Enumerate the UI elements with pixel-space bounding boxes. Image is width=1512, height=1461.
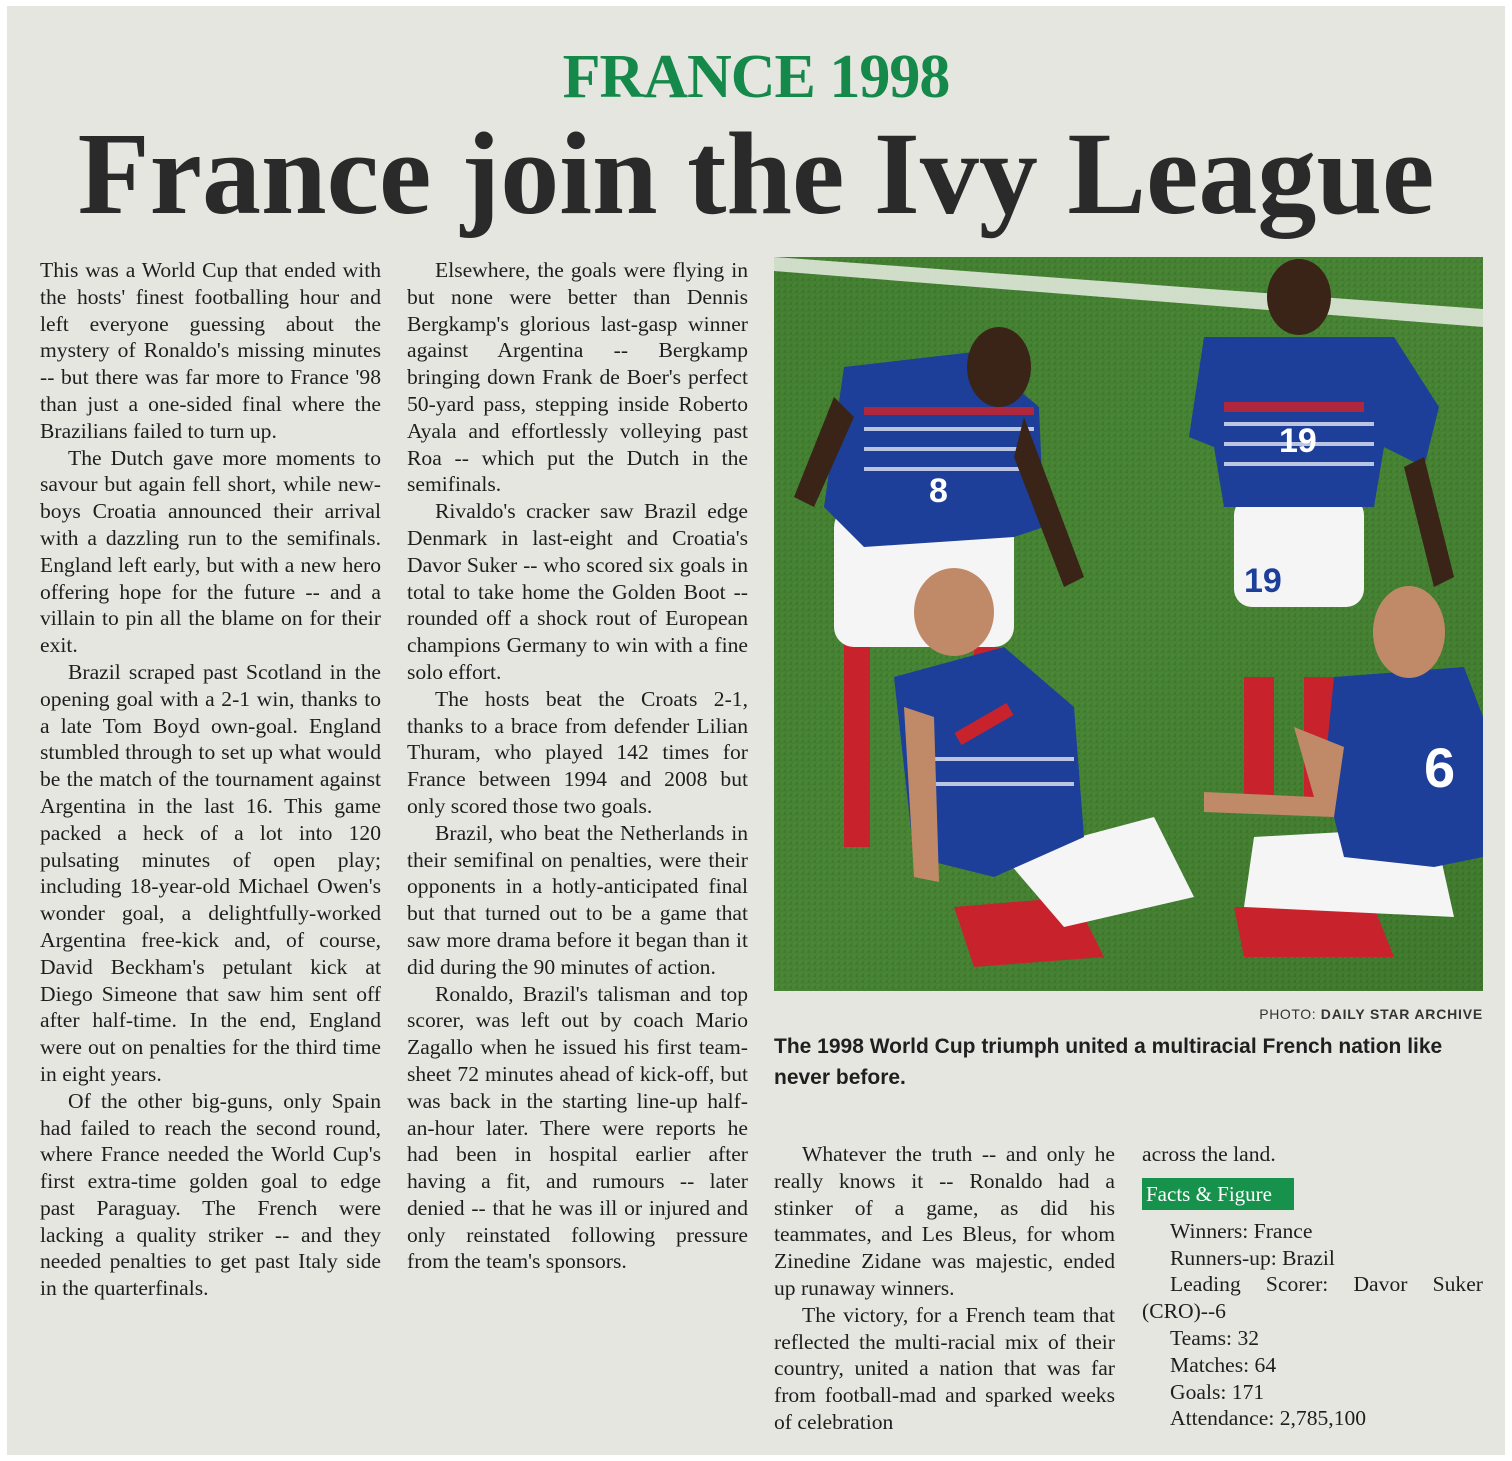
- paragraph: Brazil, who beat the Netherlands in their semifinal on penalties, were their opponents in a hotly-anticipated final but that turned out to be a game that saw more drama before it began than it did during the 90 minutes of action.: [407, 820, 748, 979]
- fact-item: Leading Scorer: Davor Suker (CRO)--6: [1142, 1272, 1483, 1324]
- paragraph: Elsewhere, the goals were flying in but none were better than Dennis Bergkamp's glorious last-gasp winner against Argentina -- Bergkamp bringing down Frank de Boer's perfect 50-yard pass, stepping inside Roberto Ayala and effortlessly volleying past Roa -- which put the Dutch in the semifinals.: [407, 258, 748, 497]
- paragraph: The Dutch gave more moments to savour but again fell short, while new-boys Croatia announced their arrival with a dazzling run to the semifinals. England left early, but with a new hero offering hope for the future -- and a villain to pin all the blame on for their exit.: [40, 445, 381, 658]
- article-column-3: [774, 1141, 1115, 1436]
- paragraph: The victory, for a French team that reflected the multi-racial mix of their country, united a nation that was far from football-mad and sparked weeks of celebration: [774, 1302, 1115, 1434]
- photo-illustration: [774, 257, 1483, 991]
- fact-item: Teams: 32: [1170, 1325, 1260, 1350]
- paragraph: across the land.: [1142, 1142, 1276, 1166]
- paragraph: Brazil scraped past Scotland in the opening goal with a 2-1 win, thanks to a late Tom Boyd own-goal. England stumbled through to set up what would be the match of the tournament against Argentina in the last 16. This game packed a heck of a lot into 120 pulsating minutes of open play; including 18-year-old Michael Owen's wonder goal, a delightfully-worked Argentina free-kick and, of course, David Beckham's petulant kick at Diego Simeone that saw him sent off after half-time. In the end, England were out on penalties for the third time in eight years.: [40, 659, 381, 1086]
- photo-credit-source: DAILY STAR ARCHIVE: [1320, 1006, 1483, 1022]
- section-kicker: FRANCE 1998: [562, 43, 950, 111]
- photo-credit: [774, 1006, 1483, 1022]
- facts-box-title: Facts & Figure: [1142, 1178, 1294, 1210]
- fact-item: Winners: France: [1170, 1218, 1313, 1243]
- paragraph: This was a World Cup that ended with the hosts' finest footballing hour and left everyone guessing about the mystery of Ronaldo's missing minutes -- but there was far more to France '98 than just a one-sided final where the Brazilians failed to turn up.: [40, 258, 381, 443]
- svg-text:6: 6: [1424, 736, 1456, 799]
- fact-item: Goals: 171: [1170, 1379, 1265, 1404]
- paragraph: Rivaldo's cracker saw Brazil edge Denmark in last-eight and Croatia's Davor Suker -- who scored six goals in total to take home the Golden Boot -- rounded off a shock rout of European champions Germany to win with a fine solo effort.: [407, 499, 748, 684]
- paragraph: Whatever the truth -- and only he really knows it -- Ronaldo had a stinker of a game, as did his teammates, and Les Bleus, for whom Zinedine Zidane was majestic, ended up runaway winners.: [774, 1142, 1115, 1300]
- article-column-1: [40, 257, 381, 1302]
- fact-item: Runners-up: Brazil: [1170, 1245, 1335, 1270]
- svg-text:8: 8: [929, 472, 948, 510]
- fact-item: Matches: 64: [1170, 1352, 1277, 1377]
- article-column-2: [407, 257, 748, 1275]
- svg-text:19: 19: [1244, 562, 1282, 600]
- photo-credit-prefix: PHOTO:: [1259, 1006, 1317, 1022]
- article-column-4: [1142, 1141, 1483, 1432]
- paragraph: Of the other big-guns, only Spain had failed to reach the second round, where France needed the World Cup's first extra-time golden goal to edge past Paraguay. The French were lacking a quality striker -- and they needed penalties to get past Italy side in the quarterfinals.: [40, 1088, 381, 1301]
- paragraph: Ronaldo, Brazil's talisman and top scorer, was left out by coach Mario Zagallo when he issued his first team-sheet 72 minutes ahead of kick-off, but was back in the starting line-up half-an-hour later. There were reports he had been in hospital earlier after having a fit, and rumours -- later denied -- that he was ill or injured and only reinstated following pressure from the team's sponsors.: [407, 981, 748, 1274]
- svg-text:19: 19: [1279, 422, 1317, 460]
- headline: France join the Ivy League: [77, 108, 1435, 239]
- celebration-photo: [774, 257, 1483, 991]
- fact-item: Attendance: 2,785,100: [1170, 1406, 1367, 1431]
- photo-caption: The 1998 World Cup triumph united a multiracial French nation like never before.: [774, 1035, 1443, 1089]
- paragraph: The hosts beat the Croats 2-1, thanks to a brace from defender Lilian Thuram, who played 142 times for France between 1994 and 2008 but only scored those two goals.: [407, 686, 748, 818]
